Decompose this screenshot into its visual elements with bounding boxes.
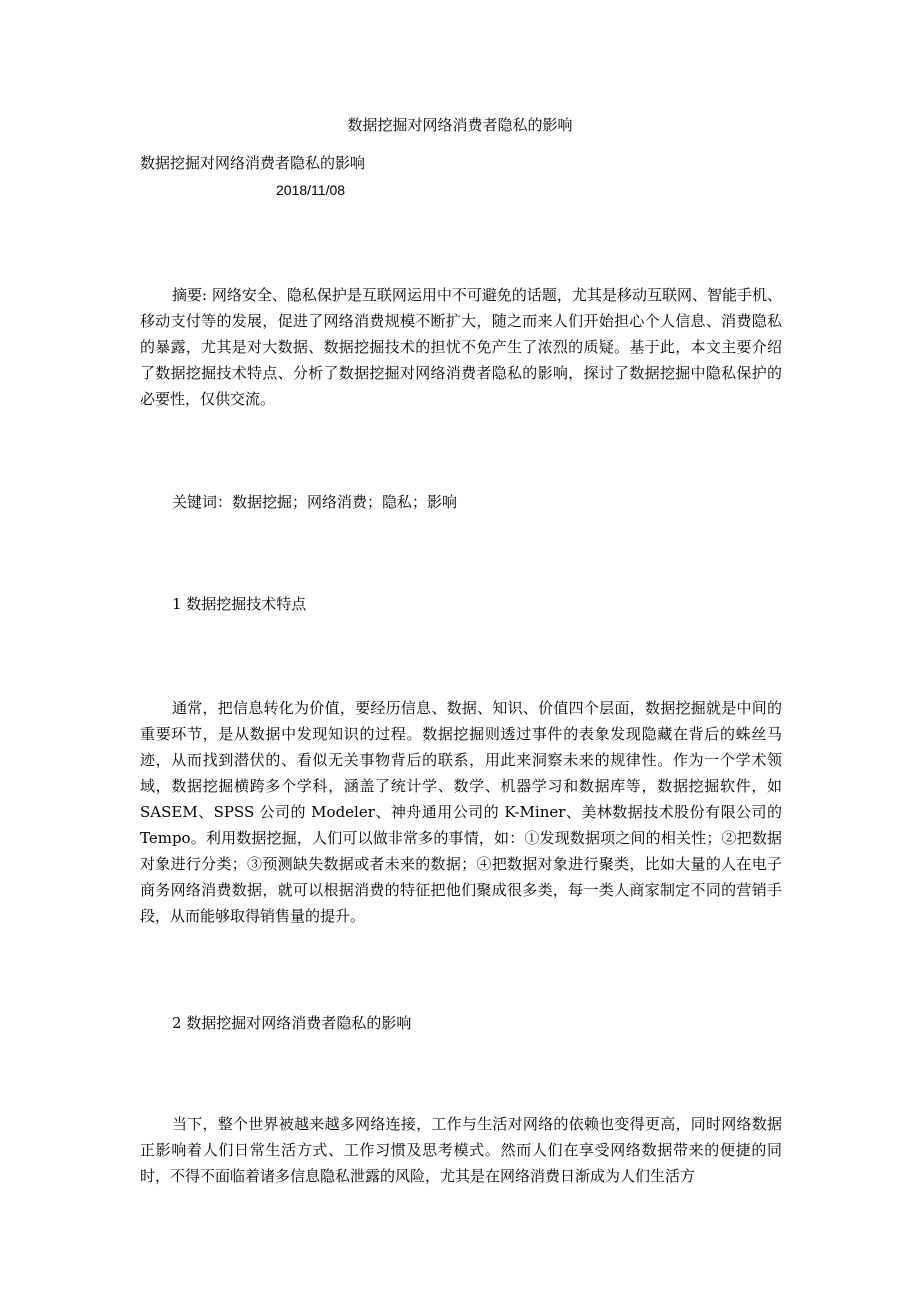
abstract-paragraph: 摘要: 网络安全、隐私保护是互联网运用中不可避免的话题，尤其是移动互联网、智能手机、移动支付等的发展，促进了网络消费规模不断扩大，随之而来人们开始担心个人信息、消费隐私的暴露，尤其是对大数据、数据挖掘技术的担忧不免产生了浓烈的质疑。基于此，本文主要介绍了数据挖掘技术特点、分析了数据挖掘对网络消费者隐私的影响，探讨了数据挖掘中隐私保护的必要性，仅供交流。 (140, 286, 782, 408)
section-heading: 2 数据挖掘对网络消费者隐私的影响 (172, 1014, 412, 1032)
document-title: 数据挖掘对网络消费者隐私的影响 (140, 154, 366, 172)
section-heading: 1 数据挖掘技术特点 (172, 595, 307, 613)
document-date: 2018/11/08 (276, 182, 346, 198)
page-header-title: 数据挖掘对网络消费者隐私的影响 (347, 116, 573, 134)
section-body-paragraph: 当下，整个世界被越来越多网络连接，工作与生活对网络的依赖也变得更高，同时网络数据正影响着人们日常生活方式、工作习惯及思考模式。然而人们在享受网络数据带来的便捷的同时，不得不面临着诸多信息隐私泄露的风险，尤其是在网络消费日渐成为人们生活方 (140, 1115, 782, 1185)
section-body-paragraph: 通常，把信息转化为价值，要经历信息、数据、知识、价值四个层面，数据挖掘就是中间的重要环节，是从数据中发现知识的过程。数据挖掘则透过事件的表象发现隐藏在背后的蛛丝马迹，从而找到潜伏的、看似无关事物背后的联系，用此来洞察未来的规律性。作为一个学术领域，数据挖掘横跨多个学科，涵盖了统计学、数学、机器学习和数据库等，数据挖掘软件，如 SASEM、SPSS 公司的 Modeler、神舟通用公司的 K-Miner、美林数据技术股份有限公司的 Tempo。利用数据挖掘，人们可以做非常多的事情，如：①发现数据项之间的相关性；②把数据对象进行分类；③预测缺失数据或者未来的数据；④把数据对象进行聚类，比如大量的人在电子商务网络消费数据，就可以根据消费的特征把他们聚成很多类，每一类人商家制定不同的营销手段，从而能够取得销售量的提升。 (140, 699, 782, 925)
keywords-line: 关键词：数据挖掘；网络消费；隐私；影响 (172, 493, 458, 511)
